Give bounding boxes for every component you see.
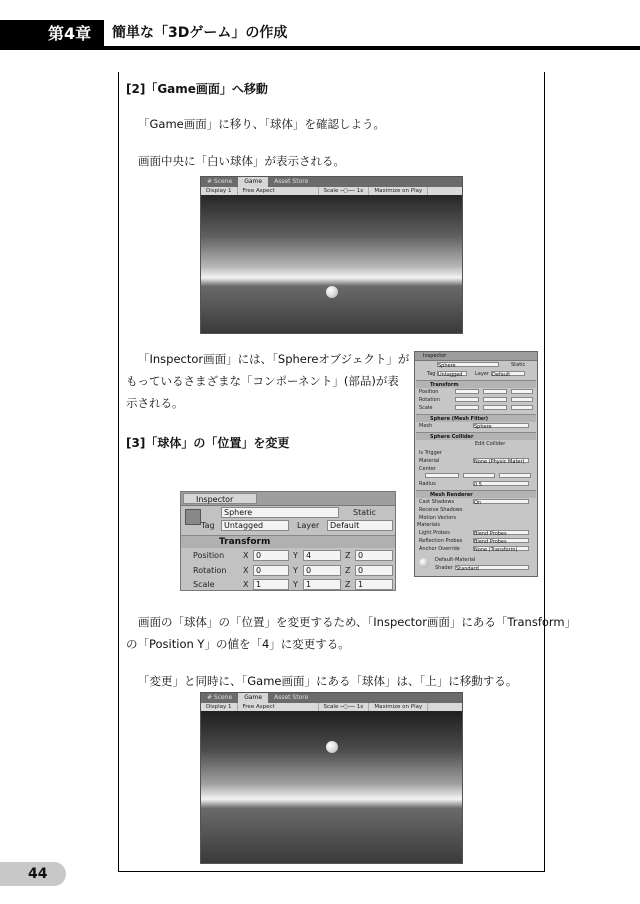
game-viewport [201, 195, 462, 333]
radius-label: Radius [419, 481, 436, 487]
white-sphere [326, 286, 338, 298]
display-select: Display 1 [201, 187, 238, 195]
white-sphere [326, 741, 338, 753]
rotation-z-field: 0 [355, 565, 393, 576]
material-label: Material [419, 458, 440, 464]
move-para: 「変更」と同時に、「Game画面」にある「球体」は、「上」に移動する。 [138, 674, 518, 688]
light-probes-label: Light Probes [419, 530, 450, 536]
scale-label: Scale ─○── 1x [319, 703, 370, 711]
default-material-label: Default-Material [435, 557, 476, 563]
inspector-tab: Inspector [183, 493, 257, 504]
materials-label: Materials [417, 522, 440, 528]
receive-shadows-label: Receive Shadows [419, 507, 463, 513]
scale-label: Scale [193, 580, 215, 589]
scale-label: Scale ─○── 1x [319, 187, 370, 195]
tag-dropdown: Untagged [221, 520, 289, 531]
static-label: Static [353, 508, 376, 517]
center-label: Center [419, 466, 436, 472]
inspector-para-line3: 示される。 [126, 396, 184, 410]
anchor-override-label: Anchor Override [419, 546, 460, 552]
layer-label: Layer [297, 521, 320, 530]
game-view-tabs [201, 177, 462, 187]
inspector-para-line2: もっているさまざまな「コンポーネント」(部品)が表 [126, 374, 399, 388]
change-para-line2: の「Position Y」の値を「4」に変更する。 [126, 637, 350, 651]
reflection-probes-label: Reflection Probes [419, 538, 463, 544]
static-label: Static [511, 362, 526, 368]
material-sphere-icon [419, 558, 429, 568]
tab-scene: # Scene [207, 178, 233, 185]
layer-label: Layer [475, 371, 489, 377]
chapter-title: 簡単な「3Dゲーム」の作成 [112, 25, 288, 41]
aspect-select: Free Aspect [238, 703, 319, 711]
edit-collider-label: Edit Collider [475, 441, 506, 447]
mesh-filter-section: Sphere (Mesh Filter) [416, 414, 536, 422]
position-z-field: 0 [355, 550, 393, 561]
shader-label: Shader [435, 565, 453, 571]
tab-asset-store: Asset Store [274, 178, 309, 185]
display-select: Display 1 [201, 703, 238, 711]
tab-game: Game [238, 177, 268, 187]
mesh-renderer-section: Mesh Renderer [416, 490, 536, 498]
position-label: Position [419, 389, 439, 395]
rotation-x-field: 0 [253, 565, 289, 576]
is-trigger-label: Is Trigger [419, 450, 442, 456]
game-view-screenshot-1 [200, 176, 463, 334]
game-viewport [201, 711, 462, 863]
scale-z-field: 1 [355, 579, 393, 590]
layer-field: Default [491, 371, 525, 376]
frame-right-border [544, 72, 545, 872]
motion-vectors-label: Motion Vectors [419, 515, 457, 521]
position-x-field: 0 [253, 550, 289, 561]
inspector-para-line1: 「Inspector画面」には、「Sphereオブジェクト」が [138, 352, 410, 366]
maximize-on-play: Maximize on Play [369, 703, 428, 711]
scale-y-field: 1 [303, 579, 341, 590]
transform-header: Transform [181, 535, 395, 548]
rotation-label: Rotation [419, 397, 440, 403]
tag-label: Tag [427, 371, 436, 377]
small-inspector-tabbar [415, 352, 537, 361]
frame-left-border [118, 72, 119, 872]
section2-para1: 「Game画面」に移り、「球体」を確認しよう。 [138, 117, 385, 131]
rotation-label: Rotation [193, 566, 227, 575]
cube-icon [185, 509, 201, 525]
layer-dropdown: Default [327, 520, 393, 531]
tag-field: Untagged [437, 371, 467, 376]
cast-shadows-label: Cast Shadows [419, 499, 455, 505]
mesh-label: Mesh [419, 423, 433, 429]
game-view-screenshot-2 [200, 692, 463, 864]
position-y-field: 4 [303, 550, 341, 561]
game-view-tabs [201, 693, 462, 703]
page-number: 44 [0, 862, 66, 886]
tab-scene: # Scene [207, 694, 233, 701]
tab-asset-store: Asset Store [274, 694, 309, 701]
frame-bottom-border [118, 871, 545, 872]
aspect-select: Free Aspect [238, 187, 319, 195]
tab-game: Game [238, 693, 268, 703]
section2-heading: [2]「Game画面」へ移動 [126, 82, 268, 96]
section2-para2: 画面中央に「白い球体」が表示される。 [138, 154, 345, 168]
small-inspector-title: Inspector [423, 353, 447, 359]
object-name-field: Sphere [437, 362, 499, 367]
object-name-field: Sphere [221, 507, 339, 518]
section3-heading: [3]「球体」の「位置」を変更 [126, 436, 290, 450]
large-inspector-screenshot: Inspector Sphere Static Tag Untagged Layer Default Transform Position Rotation Scale X 0 Y 4 Z 0 X 0 Y 0 Z 0 X 1 Y 1 Z 1 [180, 491, 396, 591]
tag-label: Tag [201, 521, 215, 530]
scale-x-field: 1 [253, 579, 289, 590]
scale-label: Scale [419, 405, 433, 411]
transform-section: Transform [416, 380, 536, 388]
change-para-line1: 画面の「球体」の「位置」を変更するため、「Inspector画面」にある「Transform」 [138, 615, 577, 629]
sphere-collider-section: Sphere Collider [416, 432, 536, 440]
rotation-y-field: 0 [303, 565, 341, 576]
chapter-label: 第4章 [48, 24, 92, 43]
small-inspector-screenshot: Inspector Sphere Static Tag Untagged Layer Default Transform Position Rotation Scale Sphere (Mesh Filter) Mesh Sphere Sphere Collider Edit Collider Is Trigger Material None (Physic Mater) Center Radius 0.5 Mesh Renderer Cast Shadows On Receive Shadows Motion Vectors Materials Light Probes Blend Probes Reflection Probes Blend Probes Anchor Override None (Transform) Default-Material Shader Standard [414, 351, 538, 577]
position-label: Position [193, 551, 225, 560]
maximize-on-play: Maximize on Play [369, 187, 428, 195]
